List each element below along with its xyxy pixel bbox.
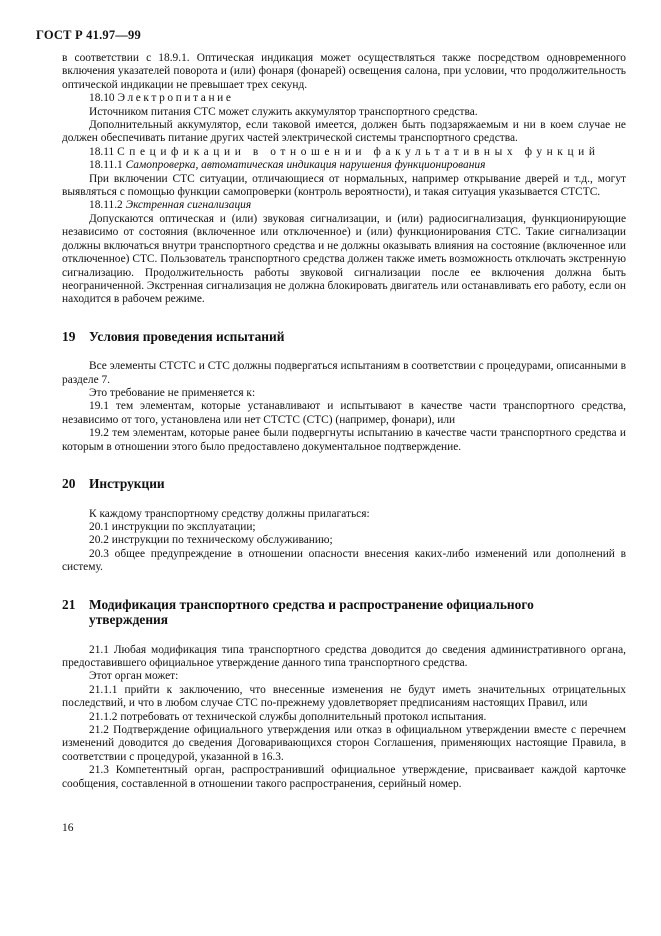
paragraph: 21.1.2 потребовать от технической службы дополнительный протокол испытания. [89, 710, 487, 723]
standard-header: ГОСТ Р 41.97—99 [36, 28, 141, 42]
paragraph: Допускаются оптическая и (или) звуковая сигнализации, и (или) радиосигнализация, функционирующие независимо от состояния (включенное или отключенное) и (или) функционирования СТС. Такие сигнализации должны включаться внутри транспортного средства и не должны оказывать влияния на состояние (включенное или отключенное) СТС. Пользователь транспортного средства должен также иметь возможность отключать экстренную сигнализацию. Продолжительность работы звуковой сигнализации после ее включения должна быть неограниченной. Экстренная сигнализация не должна блокировать двигатель или останавливать его работу, если он находится в рабочем режиме. [62, 212, 626, 306]
section-heading-21 [62, 597, 626, 613]
section-title: Условия проведения испытаний [89, 328, 285, 344]
paragraph: 20.1 инструкции по эксплуатации; [89, 520, 256, 533]
paragraph: 21.3 Компетентный орган, распространивший официальное утверждение, присваивает каждой карточке сообщения, составленной в отношении такого распространения, серийный номер. [62, 764, 626, 790]
page-content [62, 52, 626, 791]
paragraph: 21.1 Любая модификация типа транспортного средства доводится до сведения административного органа, предоставившего официальное утверждение данного типа транспортного средства. [62, 643, 626, 669]
section-title: Инструкции [89, 476, 165, 492]
subsection-number: 18.11.2 [89, 199, 123, 212]
section-heading-19 [62, 329, 626, 345]
subsection-heading-18-10 [62, 92, 626, 105]
paragraph: Источником питания СТС может служить аккумулятор транспортного средства. [89, 105, 478, 118]
section-number: 21 [62, 596, 76, 612]
paragraph: в соответствии с 18.9.1. Оптическая индикация может осуществляться также посредством одновременного включения указателей поворота и (или) фонаря (фонарей) освещения салона, при условии, что продолжительность оптической индикации не превышает трех секунд. [62, 52, 626, 91]
paragraph: 19.2 тем элементам, которые ранее были подвергнуты испытанию в качестве части транспортного средства и которым в отношении этого было предоставлено документальное подтверждение. [62, 427, 626, 453]
subsection-title: Спецификации в отношении факультативных функций [117, 145, 600, 158]
paragraph: К каждому транспортному средству должны прилагаться: [89, 507, 370, 520]
subsection-heading-18-11-2 [62, 199, 626, 212]
paragraph: 21.2 Подтверждение официального утверждения или отказ в официальном утверждении вместе с перечнем изменений доводится до сведения Договаривающихся сторон Соглашения, применяющих настоящие Правила, в соответствии с процедурой, указанной в 16.3. [62, 724, 626, 763]
paragraph: Дополнительный аккумулятор, если таковой имеется, должен быть подзаряжаемым и ни в коем случае не должен обеспечивать питание других частей электрической системы транспортного средства. [62, 119, 626, 145]
subsection-title: Самопроверка, автоматическая индикация нарушения функционирования [125, 159, 486, 172]
paragraph: 21.1.1 прийти к заключению, что внесенные изменения не будут иметь значительных отрицательных последствий, и что в любом случае СТС по-прежнему удовлетворяет предписаниям настоящих Правил, или [62, 683, 626, 710]
subsection-title: Экстренная сигнализация [125, 199, 252, 212]
section-number: 20 [62, 476, 76, 492]
paragraph: 20.2 инструкции по техническому обслуживанию; [89, 534, 333, 547]
section-heading-20 [62, 476, 626, 492]
paragraph: При включении СТС ситуации, отличающиеся от нормальных, например открывание дверей и т.д., могут выявляться с помощью функции самопроверки (контроль вероятности), и такая ситуация указывается СТСТС. [62, 172, 626, 199]
paragraph: 20.3 общее предупреждение в отношении опасности внесения каких-либо изменений или дополнений в систему. [62, 547, 626, 574]
subsection-title: Электропитание [117, 92, 234, 105]
subsection-number: 18.10 [89, 92, 115, 105]
subsection-number: 18.11.1 [89, 159, 123, 172]
paragraph: Этот орган может: [89, 670, 179, 683]
paragraph: Все элементы СТСТС и СТС должны подвергаться испытаниям в соответствии с процедурами, описанными в разделе 7. [62, 360, 626, 386]
paragraph: 19.1 тем элементам, которые устанавливают и испытывают в качестве части транспортного средства, независимо от того, установлена или нет СТСТС (СТС) (например, фонари), или [62, 400, 626, 426]
paragraph: Это требование не применяется к: [89, 387, 256, 400]
section-number: 19 [62, 328, 76, 344]
section-title-continuation: утверждения [89, 612, 168, 628]
section-title: Модификация транспортного средства и распространение официального [89, 596, 534, 612]
subsection-heading-18-11-1 [62, 159, 626, 172]
subsection-heading-18-11 [62, 146, 626, 159]
page-number: 16 [62, 822, 74, 834]
subsection-number: 18.11 [89, 145, 115, 158]
